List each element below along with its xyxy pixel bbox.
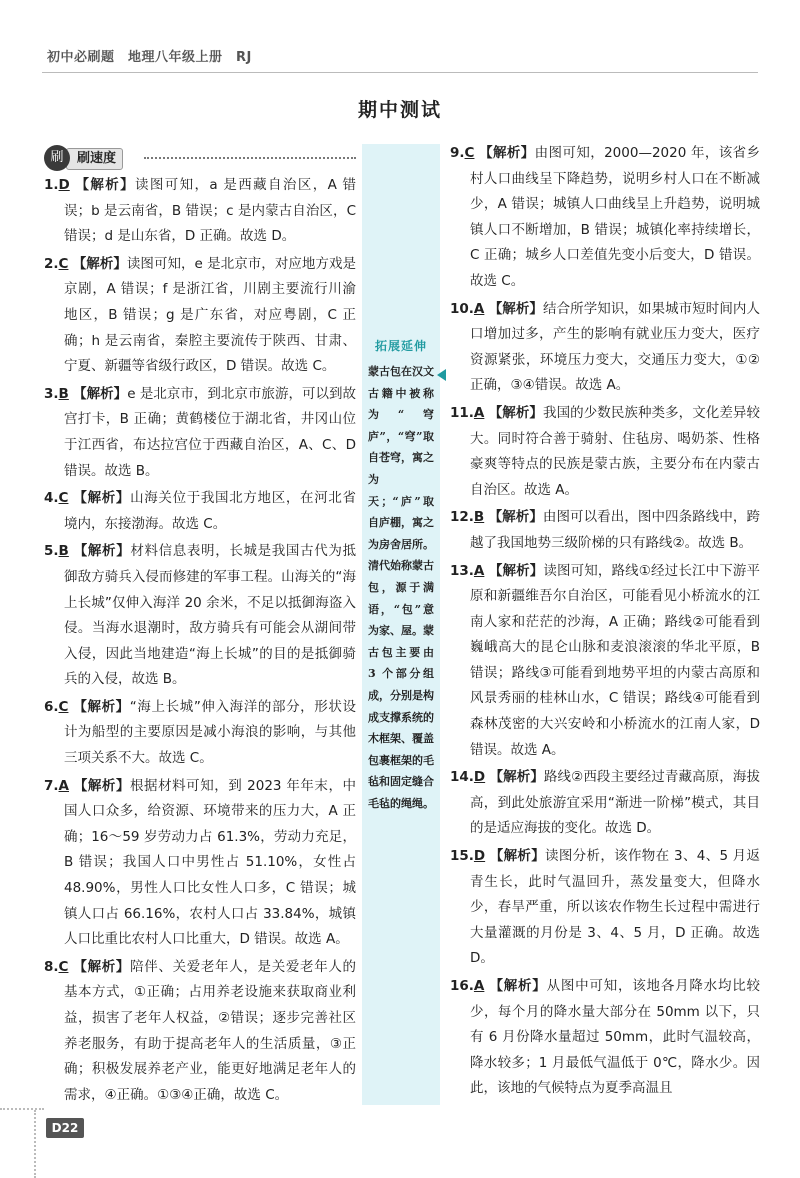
answer-item bbox=[450, 974, 760, 1102]
analysis-text: 我国的少数民族种类多，文化差异较大。同时符合善于骑射、住毡房、喝奶茶、性格豪爽等特点的民族是蒙古族，主要分布在内蒙古自治区。故选 A。 bbox=[470, 404, 760, 498]
answer-item bbox=[450, 401, 760, 503]
question-number: 3. bbox=[44, 385, 59, 402]
page-title: 期中测试 bbox=[357, 99, 442, 121]
question-number: 5. bbox=[44, 543, 59, 560]
analysis-text: 读图可知，a 是西藏自治区，A 错误；b 是云南省，B 错误；c 是内蒙古自治区，C 错误；d 是山东省，D 正确。故选 D。 bbox=[64, 177, 357, 245]
answer-letter: D bbox=[473, 769, 486, 786]
pointer-arrow-icon bbox=[437, 369, 446, 381]
analysis-tag: 【解析】 bbox=[75, 177, 135, 193]
analysis-text: 根据材料可知，到 2023 年年末，中国人口众多，给资源、环境带来的压力大，A 正确；16～59 岁劳动力占 61.3%，劳动力充足，B 错误；我国人口中男性占 51.10%，女性占 48.90%，男性人口比女性人口多，C 错误；城镇人口占 66.16%，农村人口占 33.84%，城镇人口比重比农村人口比重大，D 错误。故选 A。 bbox=[64, 777, 357, 948]
analysis-tag: 【解析】 bbox=[489, 769, 544, 786]
answer-item bbox=[44, 539, 356, 693]
sidebar-text: 蒙古包在汉文古籍中被称为“穹庐”，“穹”取自苍穹，寓之为天；“庐”取自庐棚，寓之为房舍居所。清代始称蒙古包，源于满语，“包”意为家、屋。蒙古包主要由 3 个部分组成，分别是构成支撑系统的木框架、覆盖包裹框架的毛毡和固定缝合毛毡的绳绳。 bbox=[368, 365, 434, 810]
analysis-text: 读图可知，e 是北京市，对应地方戏是京剧，A 错误；f 是浙江省，川剧主要流行川渝地区，B 错误；g 是广东省，对应粤剧，C 正确；h 是云南省，秦腔主要流传于陕西、甘肃、宁夏、新疆等省级行政区，D 错误。故选 C。 bbox=[64, 255, 356, 375]
analysis-tag: 【解析】 bbox=[73, 958, 131, 975]
analysis-tag: 【解析】 bbox=[73, 490, 131, 507]
analysis-tag: 【解析】 bbox=[488, 509, 543, 526]
analysis-text: 由图可知，2000—2020 年，该省乡村人口曲线呈下降趋势，说明乡村人口在不断减少，A 错误；城镇人口曲线呈上升趋势，说明城镇人口不断增加，B 错误；城镇化率持续增长，C 正确；城乡人口差值先变小后变大，D 错误。故选 C。 bbox=[470, 145, 760, 289]
analysis-text: 陪伴、关爱老年人，是关爱老年人的基本方式，①正确；占用养老设施来获取商业利益，损害了老年人权益，②错误；逐步完善社区养老服务，有助于提高老年人的生活质量，③正确；积极发展养老产业，能更好地满足老年人的需求，④正确。①③④正确，故选 C。 bbox=[64, 958, 357, 1103]
analysis-tag: 【解析】 bbox=[488, 562, 544, 579]
answer-letter: D bbox=[58, 177, 70, 193]
answer-letter: A bbox=[473, 404, 485, 421]
answer-item bbox=[44, 252, 356, 380]
analysis-tag: 【解析】 bbox=[73, 698, 130, 715]
answer-item bbox=[44, 695, 356, 772]
analysis-text: e 是北京市，到北京市旅游，可以到故宫打卡，B 正确；黄鹤楼位于湖北省，井冈山位于江西省，布达拉宫位于西藏自治区，A、C、D 错误。故选 B。 bbox=[64, 385, 357, 479]
answer-letter: C bbox=[58, 698, 69, 715]
section-label: 刷速度 bbox=[66, 148, 123, 170]
question-number: 10. bbox=[450, 300, 474, 317]
answer-letter: A bbox=[473, 978, 485, 994]
question-number: 12. bbox=[450, 509, 474, 526]
analysis-text: 从图中可知，该地各月降水均比较少，每个月的降水量大部分在 50mm 以下，只有 6 月份降水量超过 50mm，此时气温较高，降水较多；1 月最低气温低于 0℃，降水少。因此，该地的气候特点为夏季高温且 bbox=[470, 978, 761, 1097]
analysis-text: 读图可知，路线①经过长江中下游平原和新疆维吾尔自治区，可能看见小桥流水的江南人家和茫茫的沙海，A 正确；路线②可能看到巍峨高大的昆仑山脉和麦浪滚滚的华北平原，B 错误；路线③可能看到地势平坦的内蒙古高原和风景秀丽的桂林山水，C 错误；路线④可能看到森林茂密的大兴安岭和小桥流水的江南人家，D 错误。故选 A。 bbox=[470, 562, 761, 758]
analysis-tag: 【解析】 bbox=[73, 385, 128, 402]
question-number: 2. bbox=[44, 255, 59, 272]
analysis-tag: 【解析】 bbox=[488, 300, 543, 317]
analysis-tag: 【解析】 bbox=[489, 848, 546, 865]
answer-letter: C bbox=[58, 490, 69, 507]
answer-letter: A bbox=[58, 777, 69, 794]
answer-item bbox=[44, 955, 356, 1109]
question-number: 6. bbox=[44, 698, 59, 715]
analysis-text: 由图可以看出，图中四条路线中，跨越了我国地势三级阶梯的只有路线②。故选 B。 bbox=[470, 509, 761, 551]
section-dotted-rule bbox=[144, 157, 356, 159]
answer-item bbox=[44, 173, 356, 250]
analysis-text: 读图分析，该作物在 3、4、5 月返青生长，此时气温回升，蒸发量变大，但降水少，春旱严重，所以该农作物生长过程中需进行大量灌溉的月份是 3、4、5 月，D 正确。故选 D。 bbox=[470, 848, 761, 967]
question-number: 16. bbox=[450, 978, 474, 994]
section-brush-icon: 刷 bbox=[44, 145, 70, 171]
question-number: 11. bbox=[450, 404, 474, 421]
left-answer-column bbox=[44, 173, 356, 1110]
question-number: 1. bbox=[44, 177, 59, 193]
answer-letter: A bbox=[473, 300, 485, 317]
analysis-text: 材料信息表明，长城是我国古代为抵御敌方骑兵入侵而修建的军事工程。山海关的“海上长城”仅伸入海洋 20 余米，不足以抵御海盗入侵。当海水退潮时，敌方骑兵有可能会从湖间带入侵，因此当地建造“海上长城”的目的是抵御骑兵的入侵，故选 B。 bbox=[64, 543, 356, 688]
analysis-tag: 【解析】 bbox=[72, 255, 127, 272]
question-number: 13. bbox=[450, 562, 474, 579]
analysis-tag: 【解析】 bbox=[489, 978, 547, 994]
analysis-tag: 【解析】 bbox=[73, 777, 130, 794]
question-number: 8. bbox=[44, 958, 59, 975]
answer-item bbox=[450, 505, 760, 556]
extension-sidebar bbox=[362, 144, 440, 1105]
analysis-text: “海上长城”伸入海洋的部分，形状设计为船型的主要原因是减小海浪的影响，与其他三项关系不大。故选 C。 bbox=[64, 698, 356, 767]
answer-item bbox=[450, 765, 760, 842]
answer-item bbox=[44, 486, 356, 537]
section-header bbox=[44, 145, 356, 171]
answer-item bbox=[44, 774, 356, 953]
question-number: 15. bbox=[450, 848, 474, 865]
analysis-text: 结合所学知识，如果城市短时间内人口增加过多，产生的影响有就业压力变大，医疗资源紧张，环境压力变大，交通压力变大，①②正确，③④错误。故选 A。 bbox=[470, 300, 760, 394]
corner-dotted-rule-vertical bbox=[34, 1110, 46, 1178]
answer-item bbox=[44, 382, 356, 484]
analysis-tag: 【解析】 bbox=[479, 145, 535, 161]
question-number: 14. bbox=[450, 769, 474, 786]
right-answer-column bbox=[450, 141, 760, 1104]
answer-letter: D bbox=[473, 848, 486, 865]
answer-letter: C bbox=[464, 145, 475, 161]
question-number: 7. bbox=[44, 777, 59, 794]
analysis-tag: 【解析】 bbox=[73, 543, 131, 560]
question-number: 4. bbox=[44, 490, 59, 507]
answer-item bbox=[450, 297, 760, 399]
analysis-text: 山海关位于我国北方地区，在河北省境内，东接渤海。故选 C。 bbox=[64, 490, 357, 532]
sidebar-title: 拓展延伸 bbox=[374, 339, 427, 353]
answer-letter: B bbox=[58, 543, 69, 560]
page-number: D22 bbox=[46, 1118, 84, 1138]
answer-letter: A bbox=[473, 562, 485, 579]
answer-item bbox=[450, 559, 760, 764]
answer-item bbox=[450, 141, 760, 295]
running-header: 初中必刷题 地理八年级上册 RJ bbox=[47, 50, 252, 65]
answer-letter: C bbox=[58, 255, 69, 272]
answer-letter: C bbox=[58, 958, 69, 975]
answer-letter: B bbox=[58, 385, 69, 402]
analysis-text: 路线②西段主要经过青藏高原，海拔高，到此处旅游宜采用“渐进一阶梯”模式，其目的是适应海拔的变化。故选 D。 bbox=[470, 769, 760, 837]
answer-letter: B bbox=[473, 509, 485, 526]
analysis-tag: 【解析】 bbox=[488, 404, 543, 421]
question-number: 9. bbox=[450, 145, 465, 161]
answer-item bbox=[450, 844, 760, 972]
header-divider bbox=[42, 72, 758, 73]
